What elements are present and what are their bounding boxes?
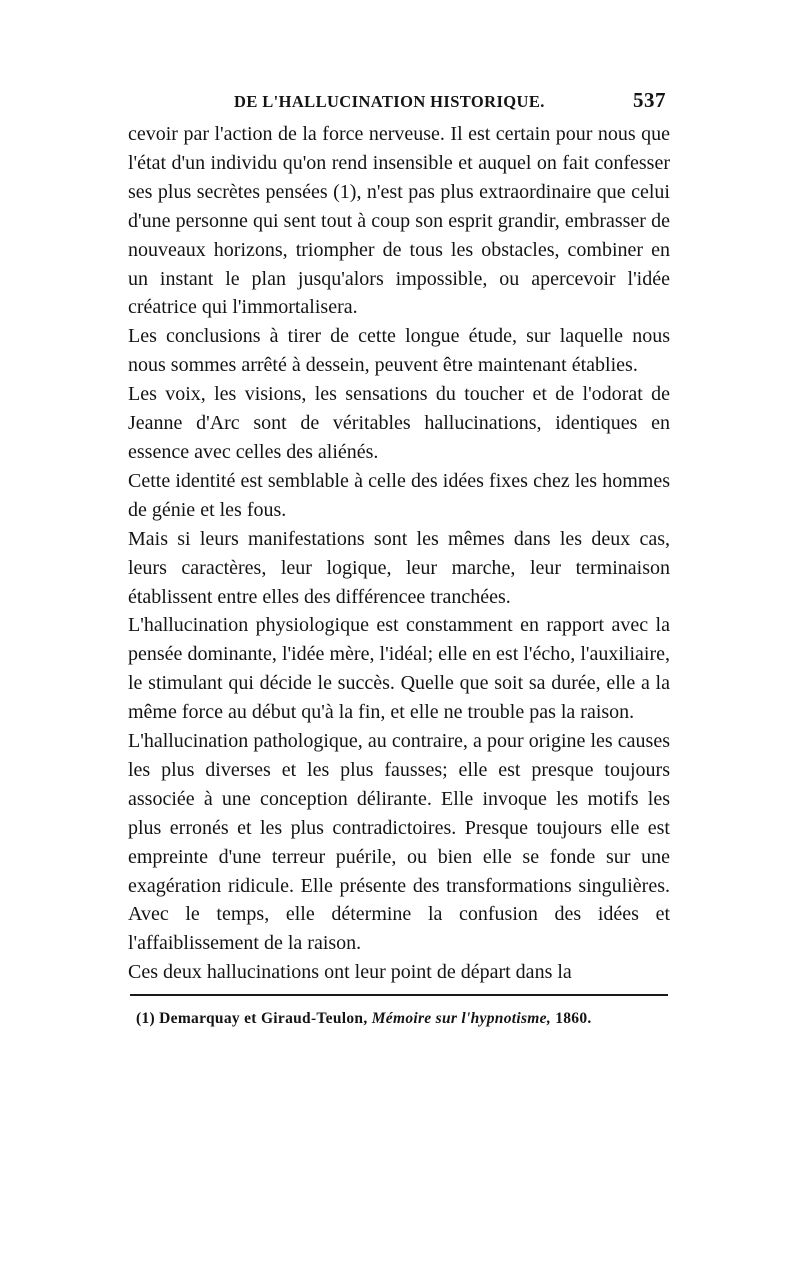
footnote-work-title: Mémoire sur l'hypnotisme, — [371, 1010, 552, 1028]
paragraph-1: cevoir par l'action de la force nerveuse. Il est certain pour nous que l'état d'un individu qu'on rend insensible et auquel on fait confesser ses plus secrètes pensées (1), n'est pas plus extraordinaire que celui d'une personne qui sent tout à coup son esprit grandir, embrasser de nouveaux horizons, triompher de tous les obstacles, combiner en un instant le plan jusqu'alors impossible, ou apercevoir l'idée créatrice qui l'immortalisera. — [128, 123, 670, 319]
footnote-divider — [130, 994, 668, 996]
book-page — [128, 88, 670, 1028]
footnote — [128, 1010, 670, 1028]
paragraph-8: Ces deux hallucinations ont leur point de départ dans la — [128, 961, 572, 984]
running-header — [128, 88, 670, 118]
paragraph-2: Les conclusions à tirer de cette longue étude, sur laquelle nous nous sommes arrêté à dessein, peuvent être maintenant établies. — [128, 325, 670, 377]
body-text — [128, 120, 670, 987]
running-title: DE L'HALLUCINATION HISTORIQUE. — [234, 92, 545, 111]
paragraph-4: Cette identité est semblable à celle des idées fixes chez les hommes de génie et les fous. — [128, 469, 670, 521]
footnote-year: 1860. — [555, 1010, 592, 1028]
page-number: 537 — [633, 88, 666, 112]
paragraph-7: L'hallucination pathologique, au contraire, a pour origine les causes les plus diverses et les plus fausses; elle est presque toujours associée à une conception délirante. Elle invoque les motifs les plus erronés et les plus contradictoires. Presque toujours elle est empreinte d'une terreur puérile, ou bien elle se fonde sur une exagération ridicule. Elle présente des transformations singulières. Avec le temps, elle détermine la confusion des idées et l'affaiblissement de la raison. — [128, 730, 670, 955]
paragraph-6: L'hallucination physiologique est constamment en rapport avec la pensée dominante, l'idée mère, l'idéal; elle en est l'écho, l'auxiliaire, le stimulant qui décide le succès. Quelle que soit sa durée, elle a la même force au début qu'à la fin, et elle ne trouble pas la raison. — [128, 614, 670, 724]
footnote-marker: (1) — [136, 1010, 155, 1028]
paragraph-5: Mais si leurs manifestations sont les mêmes dans les deux cas, leurs caractères, leur logique, leur marche, leur terminaison établissent entre elles des différencee tranchées. — [128, 527, 670, 608]
footnote-authors: Demarquay et Giraud-Teulon, — [159, 1010, 368, 1028]
paragraph-3: Les voix, les visions, les sensations du toucher et de l'odorat de Jeanne d'Arc sont de véritables hallucinations, identiques en essence avec celles des aliénés. — [128, 383, 670, 463]
